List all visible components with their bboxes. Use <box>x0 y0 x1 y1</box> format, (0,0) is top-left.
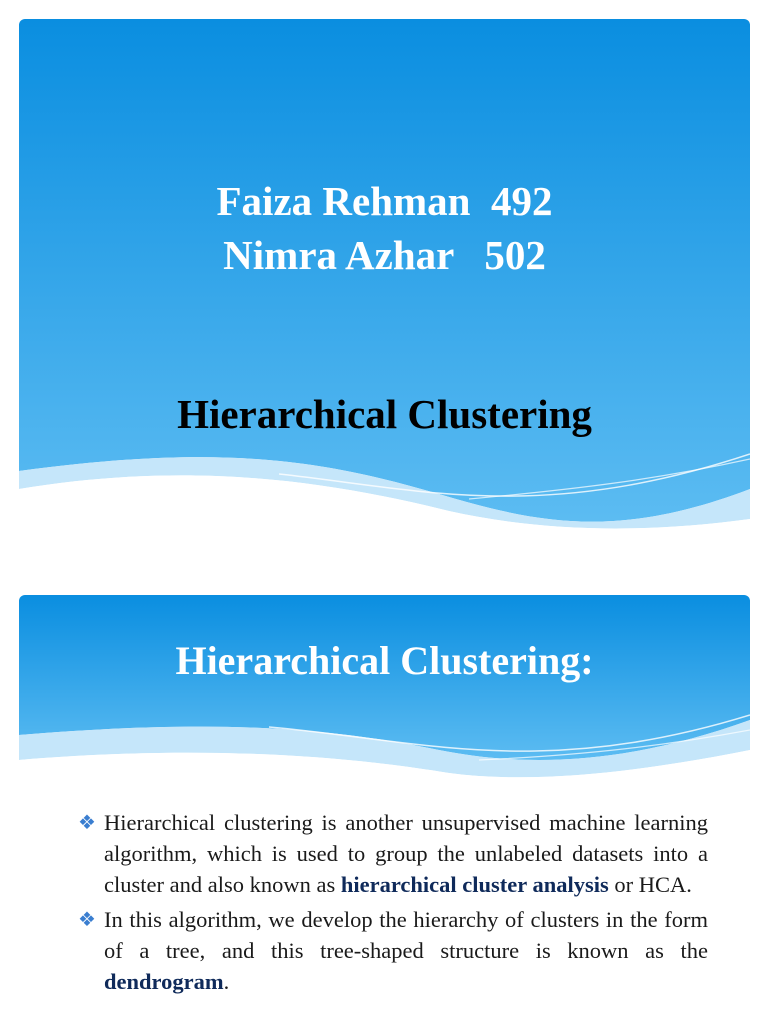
bullet-list <box>78 807 708 1000</box>
content-slide <box>19 595 750 1035</box>
title-slide <box>19 19 750 539</box>
slide2-title: Hierarchical Clustering: <box>175 638 594 683</box>
bold-term: dendrogram <box>104 969 224 995</box>
author-line-2: Nimra Azhar 502 <box>223 232 546 278</box>
list-item: ❖ In this algorithm, we develop the hierarchy of clusters in the form of a tree, and this tree-shaped structure is known as the dendrogram. <box>78 906 708 995</box>
slide1-title: Hierarchical Clustering <box>177 391 592 437</box>
diamond-bullet-icon: ❖ <box>78 908 96 931</box>
wave-header <box>19 595 750 795</box>
author-line-1: Faiza Rehman 492 <box>216 178 553 224</box>
bold-term: hierarchical cluster analysis <box>340 872 609 898</box>
diamond-bullet-icon: ❖ <box>78 812 96 834</box>
list-item: ❖ Hierarchical clustering is another unsupervised machine learning algorithm, which is used to group the unlabeled datasets into a cluster and also known as hierarchical cluster analysis or HCA. <box>78 810 708 898</box>
wave-background <box>19 19 750 539</box>
